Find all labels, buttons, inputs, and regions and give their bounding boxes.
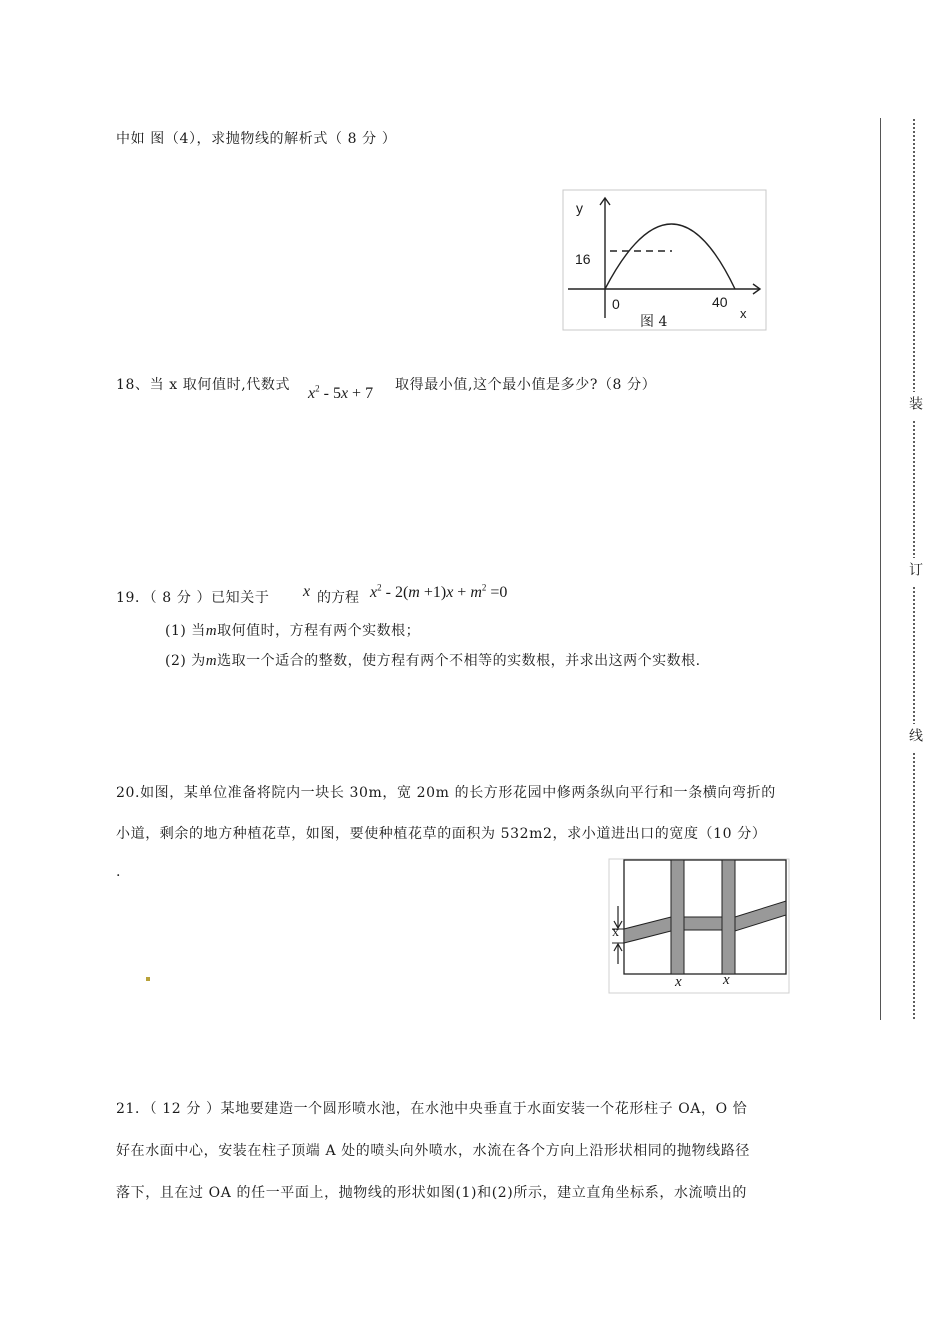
q18-expr-b: - 5: [319, 385, 341, 402]
binding-char-xian: 线: [907, 728, 923, 742]
binding-dotted-line-3: [913, 586, 915, 724]
q19-part-1: [165, 620, 420, 640]
q19-var-x: [303, 583, 310, 601]
eq-sup-2: 2: [481, 582, 487, 593]
q21-line-3: 落下，且在过 OA 的任一平面上，抛物线的形状如图(1)和(2)所示，建立直角坐标系，水流喷出的: [116, 1185, 747, 1201]
q18-expr-x: x: [308, 385, 316, 402]
q18-expr-x2: x: [340, 385, 349, 402]
binding-dotted-line-4: [913, 752, 915, 1020]
eq-equals-zero: =0: [486, 584, 508, 601]
q19-part-2-var: m: [205, 653, 218, 669]
q20-line-3: .: [116, 864, 122, 880]
q19-mid: 的方程: [317, 590, 359, 606]
fig4-y-label: y: [576, 200, 583, 216]
eq-m: m: [408, 584, 420, 601]
q18-prefix: 18、当 x 取何值时,代数式: [116, 377, 291, 393]
fig4-x-tick: 40: [712, 294, 728, 310]
eq-part-2: - 2(: [381, 584, 409, 601]
garden-label-x-path2: x: [723, 972, 730, 988]
binding-dotted-line-1: [913, 118, 915, 392]
binding-char-zhuang: 装: [907, 396, 923, 410]
garden-paths-figure: [606, 856, 792, 996]
q18-expr-d: + 7: [348, 385, 374, 402]
eq-m-2: m: [470, 584, 482, 601]
binding-margin-rule: [880, 118, 881, 1020]
garden-label-x-height: x: [612, 925, 619, 940]
q19-part-1-var: m: [205, 623, 218, 639]
q18-suffix: 取得最小值,这个最小值是多少?（8 分）: [395, 377, 657, 393]
garden-label-x-path1: x: [675, 974, 682, 990]
q19-part-1-a: (1) 当: [165, 623, 206, 639]
fig4-origin: 0: [612, 296, 620, 312]
eq-x: x: [370, 584, 378, 601]
q19-part-2-a: (2) 为: [165, 653, 206, 669]
q19-var-x-text: x: [303, 583, 311, 600]
q21-line-1: 21．（ 12 分 ）某地要建造一个圆形喷水池，在水池中央垂直于水面安装一个花形柱子 OA，O 恰: [116, 1101, 748, 1117]
q20-line-1: 20.如图，某单位准备将院内一块长 30m，宽 20m 的长方形花园中修两条纵向平行和一条横向弯折的: [116, 785, 776, 801]
q19-part-2: [165, 650, 701, 670]
q19-part-1-b: 取何值时，方程有两个实数根；: [217, 623, 421, 639]
fig4-x-label: x: [740, 306, 747, 321]
binding-char-ding: 订: [907, 562, 923, 576]
q19-part-2-b: 选取一个适合的整数，使方程有两个不相等的实数根，并求出这两个实数根.: [217, 653, 701, 669]
q18-expression: [308, 385, 373, 403]
q20-line-2: 小道，剩余的地方种植花草，如图，要使种植花草的面积为 532m2，求小道进出口的宽度（10 分）: [116, 826, 767, 842]
eq-part-4: +1): [419, 584, 447, 601]
fig4-y-tick: 16: [575, 251, 591, 267]
q19-equation: [370, 584, 507, 602]
q21-line-2: 好在水面中心，安装在柱子顶端 A 处的喷头向外喷水，水流在各个方向上沿形状相同的抛物线路径: [116, 1143, 751, 1159]
eq-x-2: x: [446, 584, 454, 601]
q18-text: [116, 374, 290, 394]
eq-sup-1: 2: [377, 582, 382, 593]
q17-text: 中如 图（4），求抛物线的解析式（ 8 分 ）: [116, 131, 397, 147]
q19-prefix: 19．（ 8 分 ）已知关于: [116, 590, 270, 606]
eq-plus: +: [453, 584, 471, 601]
stray-mark: [146, 977, 150, 981]
fig4-caption: 图 4: [640, 314, 668, 330]
binding-dotted-line-2: [913, 420, 915, 558]
q18-expr-sup: 2: [315, 383, 320, 394]
